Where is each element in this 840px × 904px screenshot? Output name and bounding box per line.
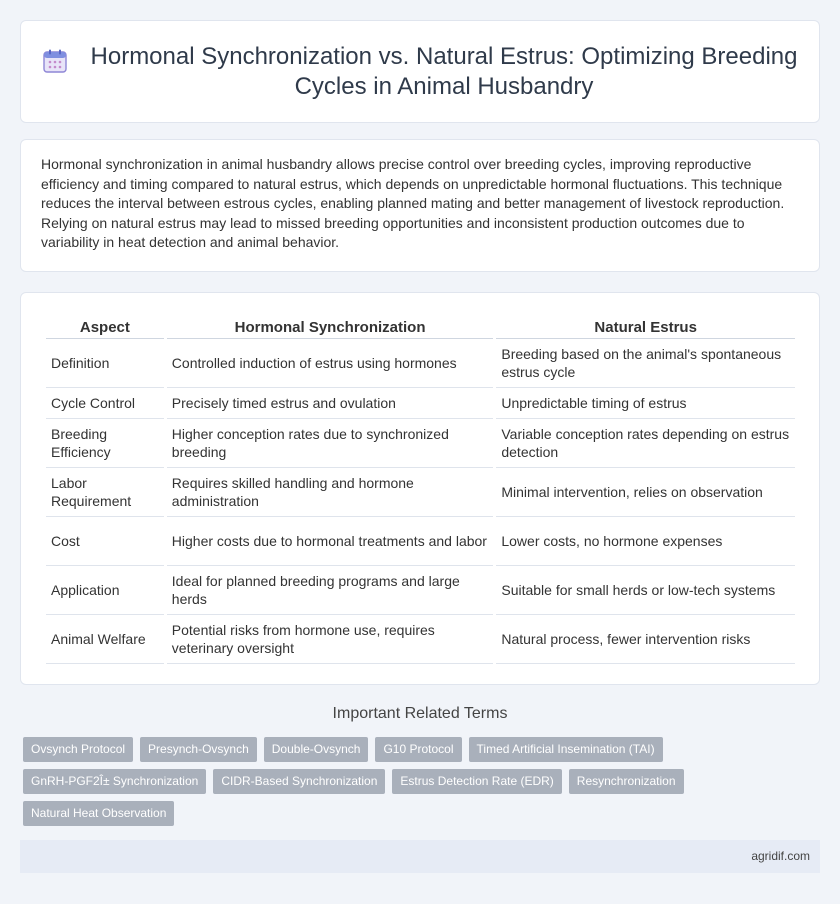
related-terms-heading: Important Related Terms [332,705,508,722]
title-wrap [42,42,798,102]
term-tag[interactable]: Timed Artificial Insemination (TAI) [469,737,663,762]
intro-paragraph: Hormonal synchronization in animal husbandry allows precise control over breeding cycles, improving reproductive efficiency and timing compared to natural estrus, which depends on unpredictable hormonal fluctuations. This technique reduces the interval between estrous cycles, enabling planned mating and better management of livestock reproduction. Relying on natural estrus may lead to missed breeding opportunities and inconsistent production outcomes due to variability in heat detection and animal behavior. [41,156,785,251]
related-terms-list [23,737,743,833]
term-tag[interactable]: GnRH-PGF2Î± Synchronization [23,769,206,794]
term-tag[interactable]: Ovsynch Protocol [23,737,133,762]
header-hormonal-synchronization: Hormonal Synchronization [167,315,494,339]
row-aspect: Breeding Efficiency [46,419,164,468]
row-aspect: Application [46,566,164,615]
term-tag[interactable]: CIDR-Based Synchronization [213,769,385,794]
term-tag[interactable]: Presynch-Ovsynch [140,737,257,762]
table-row [46,517,795,566]
table-row [46,388,795,419]
row-natural: Breeding based on the animal's spontaneous estrus cycle [496,339,795,388]
intro-card [20,139,820,272]
calendar-icon [42,48,68,74]
term-tag[interactable]: G10 Protocol [375,737,461,762]
row-natural: Suitable for small herds or low-tech systems [496,566,795,615]
row-aspect: Definition [46,339,164,388]
title-card [20,20,820,123]
row-hormonal: Controlled induction of estrus using hormones [167,339,494,388]
row-natural: Lower costs, no hormone expenses [496,517,795,566]
table-row [46,615,795,664]
page-title: Hormonal Synchronization vs. Natural Estrus: Optimizing Breeding Cycles in Animal Husbandry [90,42,798,100]
row-natural: Unpredictable timing of estrus [496,388,795,419]
row-hormonal: Precisely timed estrus and ovulation [167,388,494,419]
row-natural: Variable conception rates depending on estrus detection [496,419,795,468]
row-hormonal: Higher conception rates due to synchronized breeding [167,419,494,468]
term-tag[interactable]: Resynchronization [569,769,684,794]
row-aspect: Animal Welfare [46,615,164,664]
row-natural: Natural process, fewer intervention risks [496,615,795,664]
comparison-table-card [20,292,820,685]
header-aspect: Aspect [46,315,164,339]
row-hormonal: Requires skilled handling and hormone administration [167,468,494,517]
term-tag[interactable]: Double-Ovsynch [264,737,369,762]
row-aspect: Labor Requirement [46,468,164,517]
row-natural: Minimal intervention, relies on observation [496,468,795,517]
footer-site-link[interactable]: agridif.com [751,849,810,863]
table-row [46,339,795,388]
table-row [46,468,795,517]
footer [20,840,820,873]
row-aspect: Cycle Control [46,388,164,419]
term-tag[interactable]: Estrus Detection Rate (EDR) [392,769,561,794]
table-row [46,419,795,468]
row-hormonal: Ideal for planned breeding programs and large herds [167,566,494,615]
comparison-table [43,315,798,664]
table-header-row [46,315,795,339]
row-aspect: Cost [46,517,164,566]
table-row [46,566,795,615]
term-tag[interactable]: Natural Heat Observation [23,801,174,826]
row-hormonal: Potential risks from hormone use, requires veterinary oversight [167,615,494,664]
header-natural-estrus: Natural Estrus [496,315,795,339]
row-hormonal: Higher costs due to hormonal treatments and labor [167,517,494,566]
